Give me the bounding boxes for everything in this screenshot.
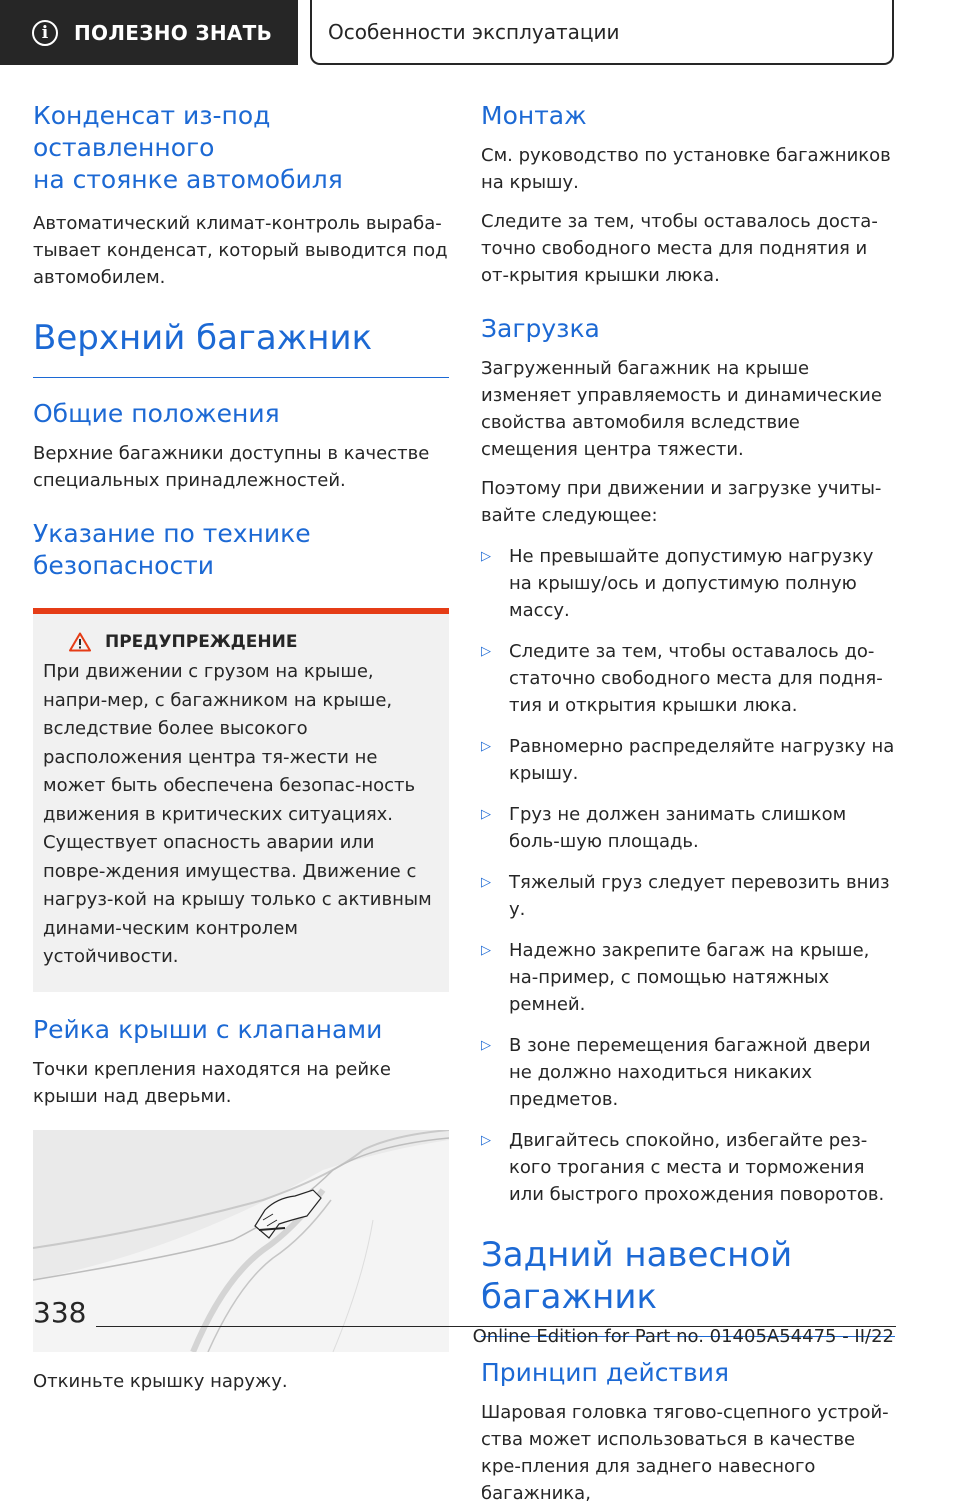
rear-carrier-heading-line2: багажник xyxy=(481,1277,657,1317)
principle-text: Шаровая головка тягово-сцепного устрой-ства может использоваться в качестве кре-пления для заднего навесного багажника, xyxy=(481,1402,889,1504)
rail-text: Точки крепления находятся на рейке крыши над дверьми. xyxy=(33,1058,392,1107)
bullet-triangle-icon: ▷ xyxy=(481,739,491,754)
roof-rack-heading: Верхний багажник xyxy=(33,318,373,358)
bullet-triangle-icon: ▷ xyxy=(481,549,491,564)
rear-carrier-heading-line1: Задний навесной xyxy=(481,1235,793,1275)
condensate-heading-line2: на стоянке автомобиля xyxy=(33,165,343,194)
list-item-text: В зоне перемещения багажной двери не должно находиться никаких предметов. xyxy=(509,1035,871,1110)
header-tab-label: ПОЛЕЗНО ЗНАТЬ xyxy=(74,20,273,45)
bullet-triangle-icon: ▷ xyxy=(481,644,491,659)
list-item-text: Не превышайте допустимую нагрузку на крышу/ось и допустимую полную массу. xyxy=(509,546,874,621)
loading-text-2: Поэтому при движении и загрузке учиты-вайте следующее: xyxy=(481,478,882,526)
rail-heading: Рейка крыши с клапанами xyxy=(33,1014,383,1044)
list-item-text: Тяжелый груз следует перевозить вниз у. xyxy=(509,872,890,920)
condensate-heading xyxy=(33,100,449,196)
warning-header xyxy=(43,632,439,652)
warning-text: При движении с грузом на крыше, напри-мер, с багажником на крыше, вследствие более высокого расположения центра тя-жести не может быть обеспечена безопас-ность движения в критических ситуациях. Существует опасность аварии или повре-ждения имущества. Движение с нагруз-кой на крышу только с активным динами-ческим контролем устойчивости. xyxy=(43,661,432,967)
heading-divider xyxy=(33,377,449,378)
safety-heading xyxy=(33,518,449,582)
list-item xyxy=(481,638,895,719)
mounting-text-1: См. руководство по установке багажников на крышу. xyxy=(481,145,891,193)
section-title: Особенности эксплуатации xyxy=(310,0,894,65)
list-item-text: Следите за тем, чтобы оставалось до-статочно свободного места для подня-тия и открытия крышки люка. xyxy=(509,641,883,716)
list-item xyxy=(481,869,895,923)
safety-heading-line2: безопасности xyxy=(33,551,214,580)
info-icon: i xyxy=(32,20,58,46)
bullet-triangle-icon: ▷ xyxy=(481,875,491,890)
bullet-triangle-icon: ▷ xyxy=(481,943,491,958)
left-column xyxy=(33,100,449,1395)
list-item xyxy=(481,1127,895,1208)
condensate-text: Автоматический климат-контроль выраба-тывает конденсат, который выводится под автомобилем. xyxy=(33,213,448,288)
general-text: Верхние багажники доступны в качестве специальных принадлежностей. xyxy=(33,443,430,491)
bullet-triangle-icon: ▷ xyxy=(481,807,491,822)
warning-triangle-icon xyxy=(69,632,91,652)
loading-bullet-list xyxy=(481,543,895,1208)
list-item xyxy=(481,543,895,624)
roof-rail-illustration xyxy=(33,1130,449,1352)
roof-rail-photo xyxy=(33,1130,449,1352)
principle-heading: Принцип действия xyxy=(481,1358,730,1387)
loading-text-1: Загруженный багажник на крыше изменяет управляемость и динамические свойства автомобиля вследствие смещения центра тяжести. xyxy=(481,358,882,460)
list-item xyxy=(481,733,895,787)
list-item xyxy=(481,801,895,855)
list-item-text: Надежно закрепите багаж на крыше, на-пример, с помощью натяжных ремней. xyxy=(509,940,870,1015)
warning-title: ПРЕДУПРЕЖДЕНИЕ xyxy=(105,632,298,652)
list-item xyxy=(481,937,895,1018)
list-item-text: Двигайтесь спокойно, избегайте рез-кого трогания с места и торможения или быстрого прохождения поворотов. xyxy=(509,1130,885,1205)
mounting-text-2: Следите за тем, чтобы оставалось доста-точно свободного места для поднятия и от-крытия крышки люка. xyxy=(481,211,878,286)
condensate-heading-line1: Конденсат из-под оставленного xyxy=(33,101,271,162)
safety-heading-line1: Указание по технике xyxy=(33,519,311,548)
bullet-triangle-icon: ▷ xyxy=(481,1133,491,1148)
mounting-heading: Монтаж xyxy=(481,101,587,130)
list-item-text: Груз не должен занимать слишком боль-шую площадь. xyxy=(509,804,847,852)
edition-note: Online Edition for Part no. 01405A54475 - II/22 xyxy=(472,1326,894,1347)
warning-box xyxy=(33,608,449,992)
loading-heading: Загрузка xyxy=(481,314,600,343)
bullet-triangle-icon: ▷ xyxy=(481,1038,491,1053)
list-item xyxy=(481,1032,895,1113)
rear-carrier-heading xyxy=(481,1234,895,1318)
general-heading: Общие положения xyxy=(33,399,280,428)
header-tab xyxy=(0,0,298,65)
right-column xyxy=(481,100,895,1507)
list-item-text: Равномерно распределяйте нагрузку на крышу. xyxy=(509,736,895,784)
page-number: 338 xyxy=(33,1296,87,1329)
photo-caption: Откиньте крышку наружу. xyxy=(33,1370,288,1392)
